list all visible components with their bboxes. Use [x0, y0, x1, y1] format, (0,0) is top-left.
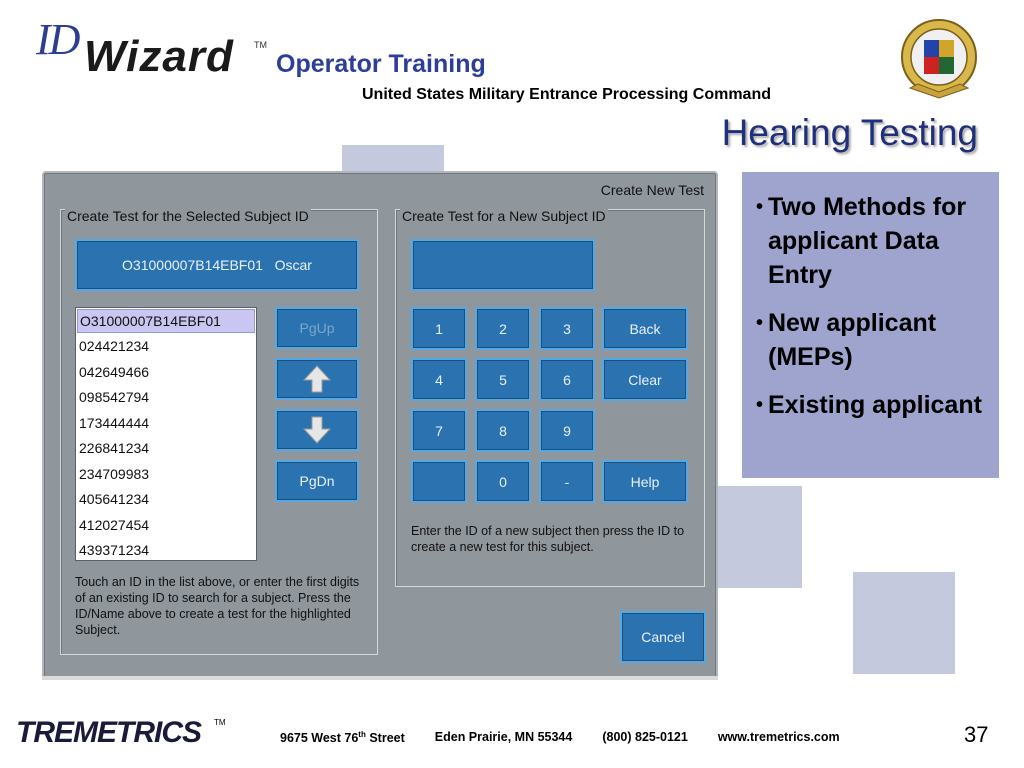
bullet-text: Two Methods for applicant Data Entry	[768, 193, 967, 289]
arrow-down-icon	[302, 415, 332, 445]
address-sup: th	[358, 730, 366, 739]
footer-contact-info	[280, 730, 840, 745]
clear-button[interactable]: Clear	[602, 358, 688, 401]
pgup-button[interactable]: PgUp	[275, 307, 359, 349]
idwizard-logo	[32, 12, 272, 82]
list-item[interactable]: O31000007B14EBF01	[77, 309, 255, 333]
key-9-button[interactable]: 9	[539, 409, 595, 452]
key-8-button[interactable]: 8	[475, 409, 531, 452]
key-7-button[interactable]: 7	[411, 409, 467, 452]
window-title: Create New Test	[600, 182, 704, 198]
bullet-item	[756, 388, 987, 422]
tremetrics-logo-tm: TM	[214, 718, 226, 727]
key-6-button[interactable]: 6	[539, 358, 595, 401]
bullet-item	[756, 190, 987, 292]
list-item[interactable]: 024421234	[79, 338, 150, 354]
mepcom-seal-icon	[900, 18, 978, 100]
footer-phone: (800) 825-0121	[602, 730, 688, 744]
key-1-button[interactable]: 1	[411, 307, 467, 350]
selected-subject-button[interactable]: O31000007B14EBF01 Oscar	[75, 239, 359, 291]
bullet-text: Existing applicant	[768, 391, 982, 419]
tremetrics-logo: TREMETRICS	[16, 716, 201, 749]
bullet-dot-icon: •	[756, 394, 764, 416]
create-new-test-window	[42, 171, 718, 679]
screen-bottom-edge	[42, 676, 718, 680]
list-item[interactable]: 412027454	[79, 516, 150, 533]
bullet-panel	[742, 172, 999, 478]
logo-wizard-text: Wizard	[84, 32, 234, 81]
list-item[interactable]: 439371234	[79, 542, 150, 558]
dash-key-button[interactable]: -	[539, 460, 595, 503]
back-button[interactable]: Back	[602, 307, 688, 350]
key-3-button[interactable]: 3	[539, 307, 595, 350]
scroll-down-button[interactable]	[275, 409, 359, 451]
key-0-button[interactable]: 0	[475, 460, 531, 503]
key-2-button[interactable]: 2	[475, 307, 531, 350]
key-4-button[interactable]: 4	[411, 358, 467, 401]
decorative-square	[342, 145, 444, 173]
help-button[interactable]: Help	[602, 460, 688, 503]
bullet-item	[756, 306, 987, 374]
cancel-button[interactable]: Cancel	[620, 611, 706, 663]
list-item[interactable]: 042649466	[79, 363, 150, 380]
bullet-dot-icon: •	[756, 196, 764, 218]
selected-subject-help-text: Touch an ID in the list above, or enter the first digits of an existing ID to search for a subject. Press the ID/Name above to create a test for the highlighted Subject.	[75, 575, 360, 637]
address-suffix: Street	[365, 731, 405, 746]
decorative-square	[716, 486, 802, 588]
slide-title: Hearing Testing	[721, 112, 978, 153]
new-subject-help-text: Enter the ID of a new subject then press the ID to create a new test for this subject.	[411, 524, 685, 554]
new-id-display-button[interactable]	[411, 239, 595, 291]
decorative-square	[853, 572, 955, 674]
footer-address	[280, 730, 405, 745]
bullet-text: New applicant (MEPs)	[768, 309, 937, 371]
selected-subject-group	[60, 209, 378, 655]
key-5-button[interactable]: 5	[475, 358, 531, 401]
footer-city: Eden Prairie, MN 55344	[434, 730, 573, 744]
page-number: 37	[964, 722, 989, 747]
new-subject-group-label: Create Test for a New Subject ID	[402, 208, 606, 224]
list-item[interactable]: 226841234	[79, 440, 150, 456]
scroll-up-button[interactable]	[275, 358, 359, 400]
blank-key-button[interactable]	[411, 460, 467, 503]
operator-training-heading: Operator Training	[276, 50, 486, 78]
list-item[interactable]: 405641234	[79, 491, 150, 507]
new-subject-group	[395, 209, 705, 587]
organization-name: United States Military Entrance Processing Command	[362, 86, 771, 103]
pgdn-button[interactable]: PgDn	[275, 460, 359, 502]
footer-website: www.tremetrics.com	[717, 730, 840, 744]
selected-subject-group-label: Create Test for the Selected Subject ID	[67, 208, 309, 224]
list-item[interactable]: 098542794	[79, 389, 150, 405]
list-item[interactable]: 234709983	[79, 465, 150, 482]
list-item[interactable]: 173444444	[79, 414, 150, 431]
logo-tm: TM	[254, 40, 267, 50]
address-prefix: 9675 West 76	[280, 731, 359, 746]
logo-id-text: ID	[36, 15, 79, 64]
subject-id-list[interactable]	[75, 307, 257, 561]
arrow-up-icon	[302, 364, 332, 394]
bullet-dot-icon: •	[756, 312, 764, 334]
